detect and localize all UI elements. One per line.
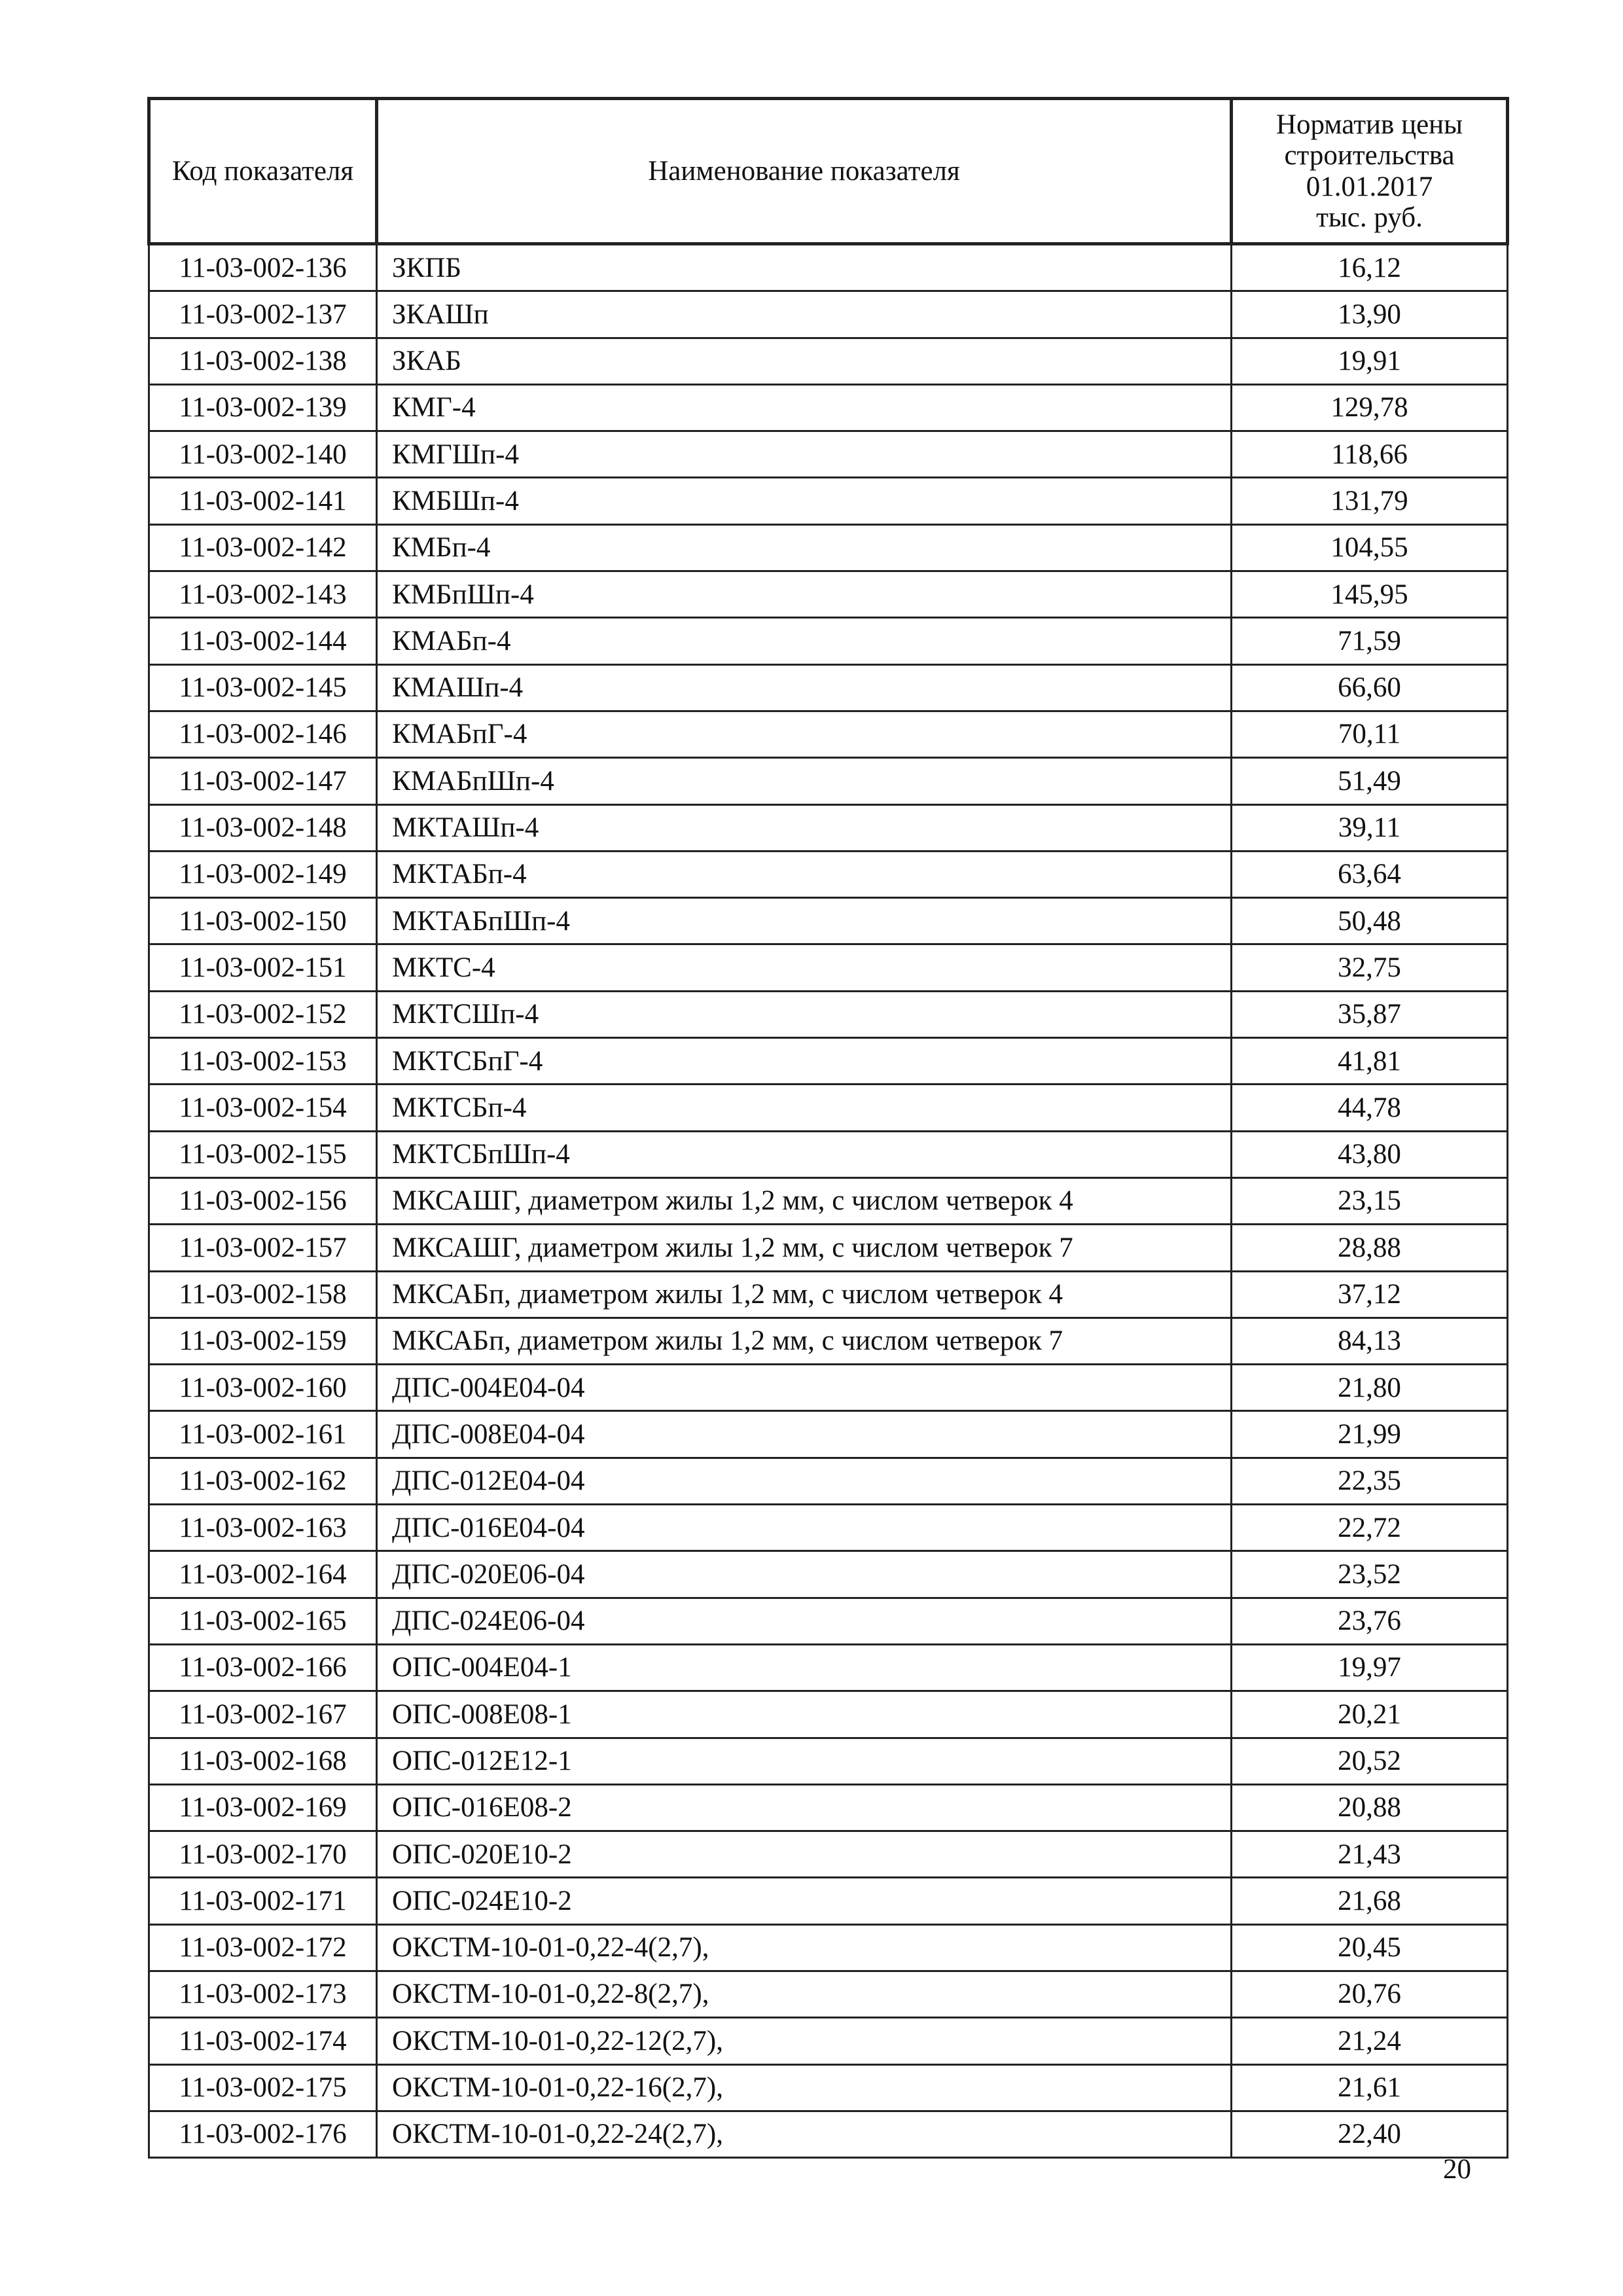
table-row: [149, 1458, 1508, 1504]
row-price: 63,64: [1232, 851, 1508, 897]
row-name: МКТСШп-4: [377, 991, 1232, 1037]
table-row: [149, 1644, 1508, 1691]
row-price: 21,68: [1232, 1878, 1508, 1924]
row-name: КМБпШп-4: [377, 571, 1232, 618]
row-price: 50,48: [1232, 898, 1508, 944]
row-code: 11-03-002-147: [149, 758, 377, 804]
table-row: [149, 1177, 1508, 1224]
row-code: 11-03-002-161: [149, 1411, 377, 1458]
table-row: [149, 804, 1508, 851]
row-price: 32,75: [1232, 944, 1508, 991]
table-row: [149, 2064, 1508, 2111]
row-price: 37,12: [1232, 1271, 1508, 1318]
row-name: ДПС-016Е04-04: [377, 1505, 1232, 1551]
row-name: ДПС-012Е04-04: [377, 1458, 1232, 1504]
row-name: ОПС-012Е12-1: [377, 1738, 1232, 1784]
table-row: [149, 1738, 1508, 1784]
row-name: КМГ-4: [377, 384, 1232, 431]
table-row: [149, 1038, 1508, 1085]
table-row: [149, 1131, 1508, 1177]
row-code: 11-03-002-169: [149, 1784, 377, 1831]
row-name: КМАШп-4: [377, 664, 1232, 711]
table-row: [149, 1551, 1508, 1598]
row-code: 11-03-002-138: [149, 338, 377, 384]
row-price: 104,55: [1232, 524, 1508, 571]
row-price: 20,21: [1232, 1691, 1508, 1738]
header-price-line: 01.01.2017: [1306, 171, 1433, 202]
row-code: 11-03-002-174: [149, 2018, 377, 2064]
header-code: Код показателя: [149, 99, 377, 244]
row-code: 11-03-002-166: [149, 1644, 377, 1691]
table-row: [149, 1505, 1508, 1551]
table-row: [149, 664, 1508, 711]
row-price: 44,78: [1232, 1085, 1508, 1131]
row-code: 11-03-002-163: [149, 1505, 377, 1551]
row-name: МКТАБпШп-4: [377, 898, 1232, 944]
table-row: [149, 338, 1508, 384]
row-code: 11-03-002-145: [149, 664, 377, 711]
row-price: 13,90: [1232, 291, 1508, 338]
row-code: 11-03-002-153: [149, 1038, 377, 1085]
row-name: МКСАШГ, диаметром жилы 1,2 мм, с числом четверок 4: [377, 1177, 1232, 1224]
row-name: КМАБп-4: [377, 618, 1232, 664]
row-code: 11-03-002-160: [149, 1365, 377, 1411]
table-row: [149, 2111, 1508, 2157]
row-code: 11-03-002-156: [149, 1177, 377, 1224]
row-price: 19,97: [1232, 1644, 1508, 1691]
row-price: 21,80: [1232, 1365, 1508, 1411]
row-code: 11-03-002-164: [149, 1551, 377, 1598]
row-name: МКТСБп-4: [377, 1085, 1232, 1131]
row-code: 11-03-002-158: [149, 1271, 377, 1318]
table-row: [149, 1318, 1508, 1364]
row-code: 11-03-002-154: [149, 1085, 377, 1131]
table-row: [149, 1598, 1508, 1644]
row-name: ОКСТМ-10-01-0,22-8(2,7),: [377, 1971, 1232, 2017]
header-price-line: тыс. руб.: [1316, 202, 1423, 233]
table-row: [149, 1878, 1508, 1924]
row-price: 131,79: [1232, 478, 1508, 524]
row-code: 11-03-002-140: [149, 431, 377, 478]
table-row: [149, 944, 1508, 991]
table-row: [149, 991, 1508, 1037]
row-code: 11-03-002-139: [149, 384, 377, 431]
row-price: 21,61: [1232, 2064, 1508, 2111]
row-code: 11-03-002-137: [149, 291, 377, 338]
table-row: [149, 1411, 1508, 1458]
table-row: [149, 711, 1508, 757]
row-code: 11-03-002-146: [149, 711, 377, 757]
row-name: ОПС-024Е10-2: [377, 1878, 1232, 1924]
table-row: [149, 1971, 1508, 2017]
table-row: [149, 291, 1508, 338]
row-name: ЗКАШп: [377, 291, 1232, 338]
row-code: 11-03-002-155: [149, 1131, 377, 1177]
row-code: 11-03-002-173: [149, 1971, 377, 2017]
table-row: [149, 618, 1508, 664]
row-price: 28,88: [1232, 1225, 1508, 1271]
row-code: 11-03-002-165: [149, 1598, 377, 1644]
row-code: 11-03-002-142: [149, 524, 377, 571]
row-name: ОКСТМ-10-01-0,22-24(2,7),: [377, 2111, 1232, 2157]
row-name: ОПС-004Е04-1: [377, 1644, 1232, 1691]
table-row: [149, 1831, 1508, 1878]
row-price: 129,78: [1232, 384, 1508, 431]
row-name: МКТСБпШп-4: [377, 1131, 1232, 1177]
header-price-line: Норматив цены: [1275, 109, 1463, 140]
row-name: ДПС-008Е04-04: [377, 1411, 1232, 1458]
row-code: 11-03-002-175: [149, 2064, 377, 2111]
row-price: 51,49: [1232, 758, 1508, 804]
row-code: 11-03-002-172: [149, 1924, 377, 1971]
row-price: 20,76: [1232, 1971, 1508, 2017]
row-name: МКТСБпГ-4: [377, 1038, 1232, 1085]
row-name: ОПС-020Е10-2: [377, 1831, 1232, 1878]
row-price: 23,15: [1232, 1177, 1508, 1224]
row-code: 11-03-002-162: [149, 1458, 377, 1504]
row-price: 16,12: [1232, 244, 1508, 291]
table-row: [149, 851, 1508, 897]
header-price-line: строительства: [1284, 140, 1455, 171]
row-price: 43,80: [1232, 1131, 1508, 1177]
header-price: [1232, 99, 1508, 244]
table-row: [149, 898, 1508, 944]
row-price: 22,35: [1232, 1458, 1508, 1504]
row-price: 21,99: [1232, 1411, 1508, 1458]
table-row: [149, 571, 1508, 618]
row-code: 11-03-002-144: [149, 618, 377, 664]
row-name: МКТАБп-4: [377, 851, 1232, 897]
table-row: [149, 1271, 1508, 1318]
row-name: ЗКАБ: [377, 338, 1232, 384]
row-code: 11-03-002-152: [149, 991, 377, 1037]
price-norm-table: [147, 97, 1509, 2159]
row-code: 11-03-002-168: [149, 1738, 377, 1784]
row-name: КМАБпГ-4: [377, 711, 1232, 757]
row-name: МКТАШп-4: [377, 804, 1232, 851]
row-code: 11-03-002-159: [149, 1318, 377, 1364]
row-name: ОКСТМ-10-01-0,22-12(2,7),: [377, 2018, 1232, 2064]
row-name: МКСАБп, диаметром жилы 1,2 мм, с числом четверок 7: [377, 1318, 1232, 1364]
row-code: 11-03-002-149: [149, 851, 377, 897]
row-name: КМБШп-4: [377, 478, 1232, 524]
row-price: 66,60: [1232, 664, 1508, 711]
row-price: 22,72: [1232, 1505, 1508, 1551]
table-row: [149, 244, 1508, 291]
row-code: 11-03-002-157: [149, 1225, 377, 1271]
row-name: ОКСТМ-10-01-0,22-4(2,7),: [377, 1924, 1232, 1971]
table-row: [149, 1784, 1508, 1831]
row-code: 11-03-002-150: [149, 898, 377, 944]
row-name: КМГШп-4: [377, 431, 1232, 478]
row-price: 70,11: [1232, 711, 1508, 757]
row-name: ДПС-024Е06-04: [377, 1598, 1232, 1644]
row-name: КМАБпШп-4: [377, 758, 1232, 804]
row-name: ОКСТМ-10-01-0,22-16(2,7),: [377, 2064, 1232, 2111]
row-price: 41,81: [1232, 1038, 1508, 1085]
row-price: 19,91: [1232, 338, 1508, 384]
row-price: 22,40: [1232, 2111, 1508, 2157]
row-code: 11-03-002-141: [149, 478, 377, 524]
table-body: [149, 244, 1508, 2158]
table-row: [149, 758, 1508, 804]
row-price: 20,45: [1232, 1924, 1508, 1971]
row-price: 21,43: [1232, 1831, 1508, 1878]
row-name: МКСАБп, диаметром жилы 1,2 мм, с числом четверок 4: [377, 1271, 1232, 1318]
row-code: 11-03-002-148: [149, 804, 377, 851]
table-row: [149, 1924, 1508, 1971]
row-price: 21,24: [1232, 2018, 1508, 2064]
table-row: [149, 431, 1508, 478]
row-price: 20,88: [1232, 1784, 1508, 1831]
table-row: [149, 1085, 1508, 1131]
row-code: 11-03-002-136: [149, 244, 377, 291]
row-name: ДПС-004Е04-04: [377, 1365, 1232, 1411]
row-code: 11-03-002-176: [149, 2111, 377, 2157]
table-row: [149, 384, 1508, 431]
row-code: 11-03-002-170: [149, 1831, 377, 1878]
table-row: [149, 1691, 1508, 1738]
row-name: ЗКПБ: [377, 244, 1232, 291]
row-name: МКТС-4: [377, 944, 1232, 991]
row-price: 118,66: [1232, 431, 1508, 478]
row-name: ДПС-020Е06-04: [377, 1551, 1232, 1598]
row-price: 23,76: [1232, 1598, 1508, 1644]
row-name: МКСАШГ, диаметром жилы 1,2 мм, с числом четверок 7: [377, 1225, 1232, 1271]
table-row: [149, 524, 1508, 571]
row-name: ОПС-008Е08-1: [377, 1691, 1232, 1738]
table-header-row: [149, 99, 1508, 244]
page-number: 20: [1443, 2154, 1471, 2185]
table-row: [149, 1225, 1508, 1271]
row-price: 71,59: [1232, 618, 1508, 664]
row-price: 20,52: [1232, 1738, 1508, 1784]
row-name: КМБп-4: [377, 524, 1232, 571]
table-row: [149, 1365, 1508, 1411]
row-name: ОПС-016Е08-2: [377, 1784, 1232, 1831]
row-price: 145,95: [1232, 571, 1508, 618]
row-code: 11-03-002-171: [149, 1878, 377, 1924]
row-code: 11-03-002-167: [149, 1691, 377, 1738]
row-code: 11-03-002-143: [149, 571, 377, 618]
row-price: 39,11: [1232, 804, 1508, 851]
row-code: 11-03-002-151: [149, 944, 377, 991]
row-price: 23,52: [1232, 1551, 1508, 1598]
header-name: Наименование показателя: [377, 99, 1232, 244]
row-price: 84,13: [1232, 1318, 1508, 1364]
table-row: [149, 2018, 1508, 2064]
table-row: [149, 478, 1508, 524]
row-price: 35,87: [1232, 991, 1508, 1037]
